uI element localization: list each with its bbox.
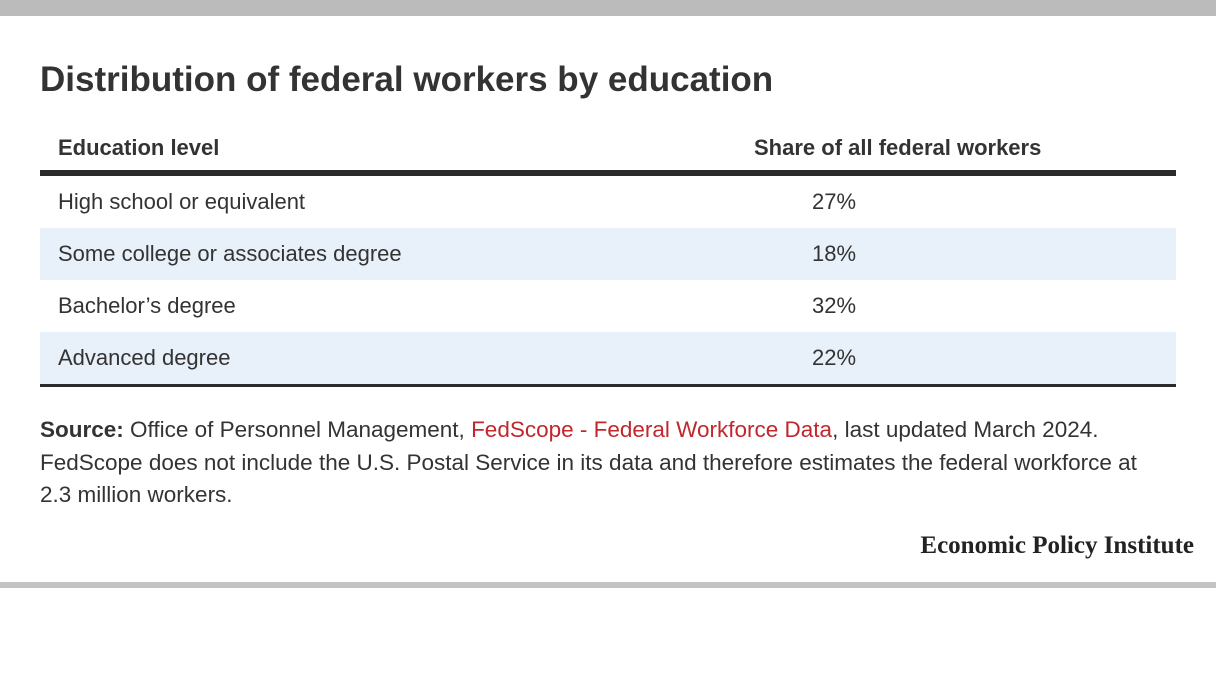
table-header xyxy=(40,126,1176,176)
education-table xyxy=(40,126,1176,387)
table-row xyxy=(40,280,1176,332)
education-level-cell: Bachelor’s degree xyxy=(58,293,236,318)
source-label: Source: xyxy=(40,417,124,442)
table-row xyxy=(40,176,1176,228)
share-cell: 27% xyxy=(811,189,857,214)
column-header-share: Share of all federal workers xyxy=(754,135,1042,160)
education-level-cell: Advanced degree xyxy=(58,345,231,370)
source-text-after: , last updated March 2024. FedScope does not include the U.S. Postal Service in its data and therefore estimates the federal workforce at 2.3 million workers. xyxy=(40,417,1137,507)
source-note xyxy=(40,414,1160,512)
epi-logo-wordmark: Economic Policy Institute xyxy=(920,532,1194,559)
share-cell: 32% xyxy=(811,293,857,318)
table-body xyxy=(40,176,1176,387)
table-row xyxy=(40,332,1176,384)
bottom-border xyxy=(0,582,1216,588)
share-cell: 22% xyxy=(811,345,857,370)
fedscope-link[interactable]: FedScope - Federal Workforce Data xyxy=(471,417,833,442)
top-border xyxy=(0,0,1216,16)
education-level-cell: High school or equivalent xyxy=(58,189,306,214)
share-cell: 18% xyxy=(811,241,857,266)
education-level-cell: Some college or associates degree xyxy=(58,241,402,266)
table-row xyxy=(40,228,1176,280)
source-text-before: Office of Personnel Management, xyxy=(123,417,472,442)
chart-title: Distribution of federal workers by education xyxy=(40,60,774,99)
column-header-education-level: Education level xyxy=(58,135,220,160)
